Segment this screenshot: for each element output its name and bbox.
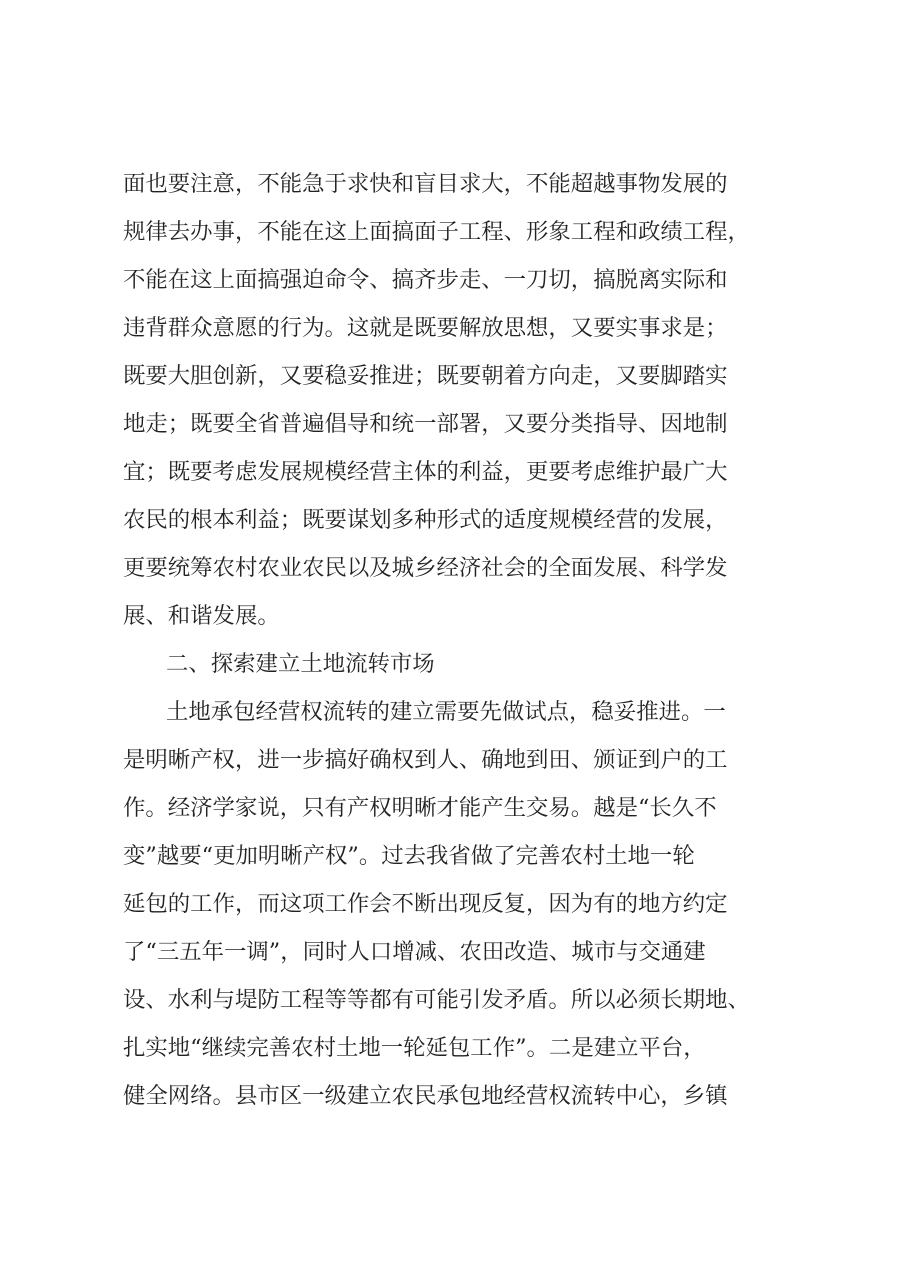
paragraph-line: 农民的根本利益；既要谋划多种形式的适度规模经营的发展， [123,507,728,533]
paragraph-line: 健全网络。县市区一级建立农民承包地经营权流转中心，乡镇 [123,1083,728,1109]
paragraph-line: 违背群众意愿的行为。这就是既要解放思想，又要实事求是； [123,315,728,341]
section-heading: 二、探索建立土地流转市场 [166,651,435,677]
paragraph-line: 展、和谐发展。 [123,603,280,629]
paragraph-line: 面也要注意，不能急于求快和盲目求大，不能超越事物发展的 [123,171,728,197]
paragraph-line: 作。经济学家说，只有产权明晰才能产生交易。越是“长久不 [123,795,717,821]
paragraph-line: 土地承包经营权流转的建立需要先做试点，稳妥推进。一 [166,699,726,725]
paragraph-line: 地走；既要全省普遍倡导和统一部署，又要分类指导、因地制 [123,411,728,437]
paragraph-line: 规律去办事，不能在这上面搞面子工程、形象工程和政绩工程， [123,219,750,245]
paragraph-line: 宜；既要考虑发展规模经营主体的利益，更要考虑维护最广大 [123,459,728,485]
paragraph-line: 扎实地“继续完善农村土地一轮延包工作”。二是建立平台， [123,1035,706,1061]
paragraph-line: 不能在这上面搞强迫命令、搞齐步走、一刀切，搞脱离实际和 [123,267,728,293]
paragraph-line: 延包的工作，而这项工作会不断出现反复，因为有的地方约定 [123,891,728,917]
paragraph-line: 设、水利与堤防工程等等都有可能引发矛盾。所以必须长期地、 [123,987,750,1013]
paragraph-line: 既要大胆创新，又要稳妥推进；既要朝着方向走，又要脚踏实 [123,363,728,389]
paragraph-line: 了“三五年一调”，同时人口增减、农田改造、城市与交通建 [123,939,706,965]
paragraph-line: 是明晰产权，进一步搞好确权到人、确地到田、颁证到户的工 [123,747,728,773]
paragraph-line: 更要统筹农村农业农民以及城乡经济社会的全面发展、科学发 [123,555,728,581]
paragraph-line: 变”越要“更加明晰产权”。过去我省做了完善农村土地一轮 [123,843,695,869]
